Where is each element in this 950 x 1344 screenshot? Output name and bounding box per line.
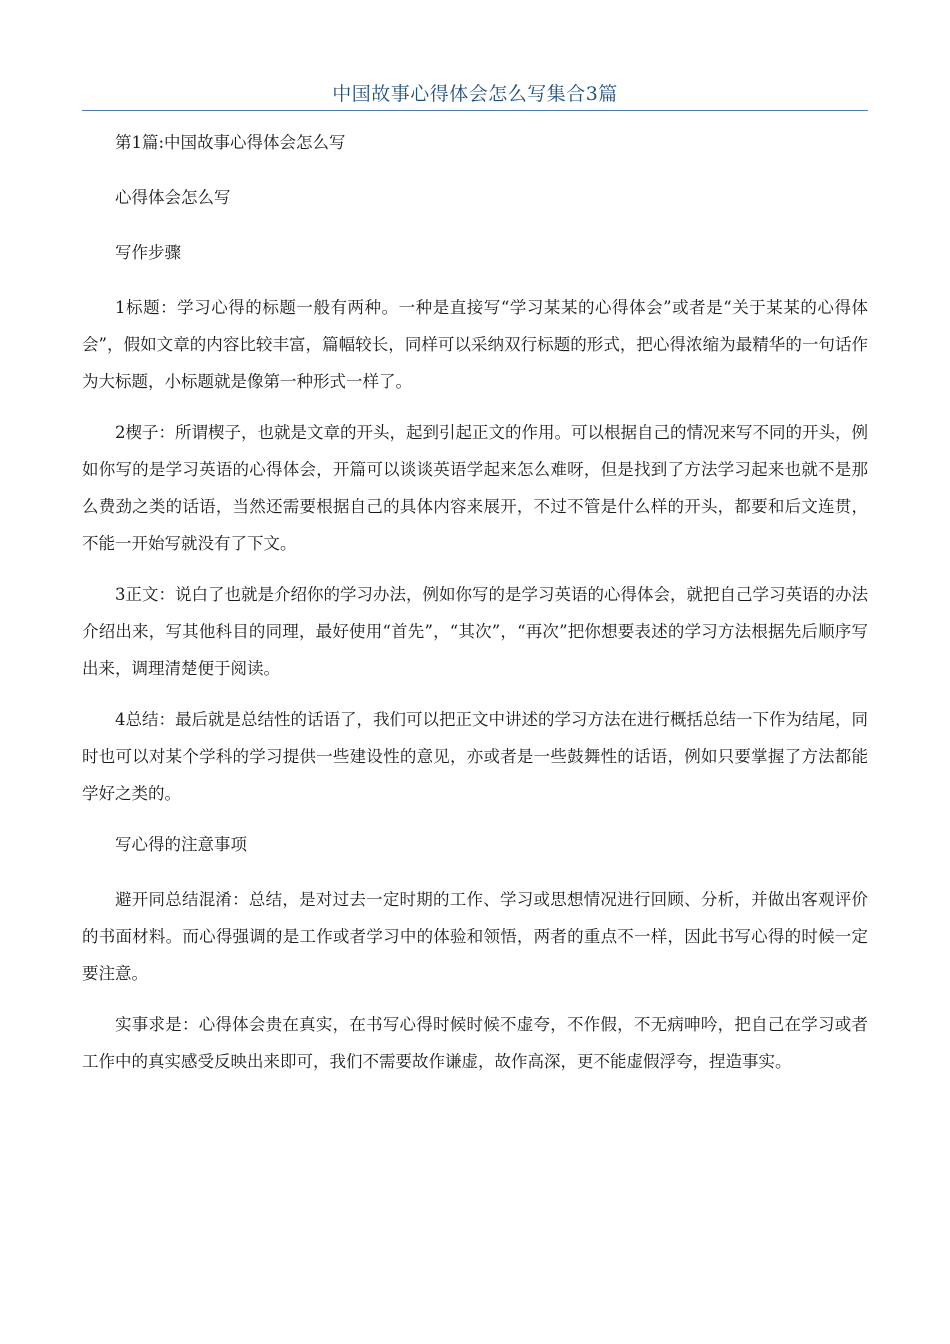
subheading-writing-steps: 写作步骤 xyxy=(115,243,181,262)
document-title: 中国故事心得体会怎么写集合3篇 xyxy=(332,83,618,105)
paragraph-step-title: 1标题：学习心得的标题一般有两种。一种是直接写“学习某某的心得体会”或者是“关于某某的心得体会”，假如文章的内容比较丰富，篇幅较长，同样可以采纳双行标题的形式，把心得浓缩为最精华的一句话作为大标题，小标题就是像第一种形式一样了。 xyxy=(82,298,868,391)
paragraph-avoid-confusion: 避开同总结混淆：总结，是对过去一定时期的工作、学习或思想情况进行回顾、分析，并做出客观评价的书面材料。而心得强调的是工作或者学习中的体验和领悟，两者的重点不一样，因此书写心得的时候一定要注意。 xyxy=(82,890,868,983)
paragraph-step-wedge: 2楔子：所谓楔子，也就是文章的开头，起到引起正文的作用。可以根据自己的情况来写不同的开头，例如你写的是学习英语的心得体会，开篇可以谈谈英语学起来怎么难呀，但是找到了方法学习起来也就不是那么费劲之类的话语，当然还需要根据自己的具体内容来展开，不过不管是什么样的开头，都要和后文连贯，不能一开始写就没有了下文。 xyxy=(82,423,868,553)
document-body xyxy=(82,124,868,1094)
subheading-how-to-write: 心得体会怎么写 xyxy=(115,188,231,207)
paragraph-step-body: 3正文：说白了也就是介绍你的学习办法，例如你写的是学习英语的心得体会，就把自己学习英语的办法介绍出来，写其他科目的同理，最好使用“首先”，“其次”，“再次”把你想要表述的学习方法根据先后顺序写出来，调理清楚便于阅读。 xyxy=(82,585,868,678)
section-heading-part1: 第1篇:中国故事心得体会怎么写 xyxy=(115,133,346,152)
paragraph-be-truthful: 实事求是：心得体会贵在真实，在书写心得时候时候不虚夸，不作假，不无病呻吟，把自己在学习或者工作中的真实感受反映出来即可，我们不需要故作谦虚，故作高深，更不能虚假浮夸，捏造事实。 xyxy=(82,1015,868,1071)
title-divider xyxy=(82,110,868,111)
subheading-notes: 写心得的注意事项 xyxy=(115,835,247,854)
paragraph-step-summary: 4总结：最后就是总结性的话语了，我们可以把正文中讲述的学习方法在进行概括总结一下作为结尾，同时也可以对某个学科的学习提供一些建设性的意见，亦或者是一些鼓舞性的话语，例如只要掌握了方法都能学好之类的。 xyxy=(82,710,868,803)
